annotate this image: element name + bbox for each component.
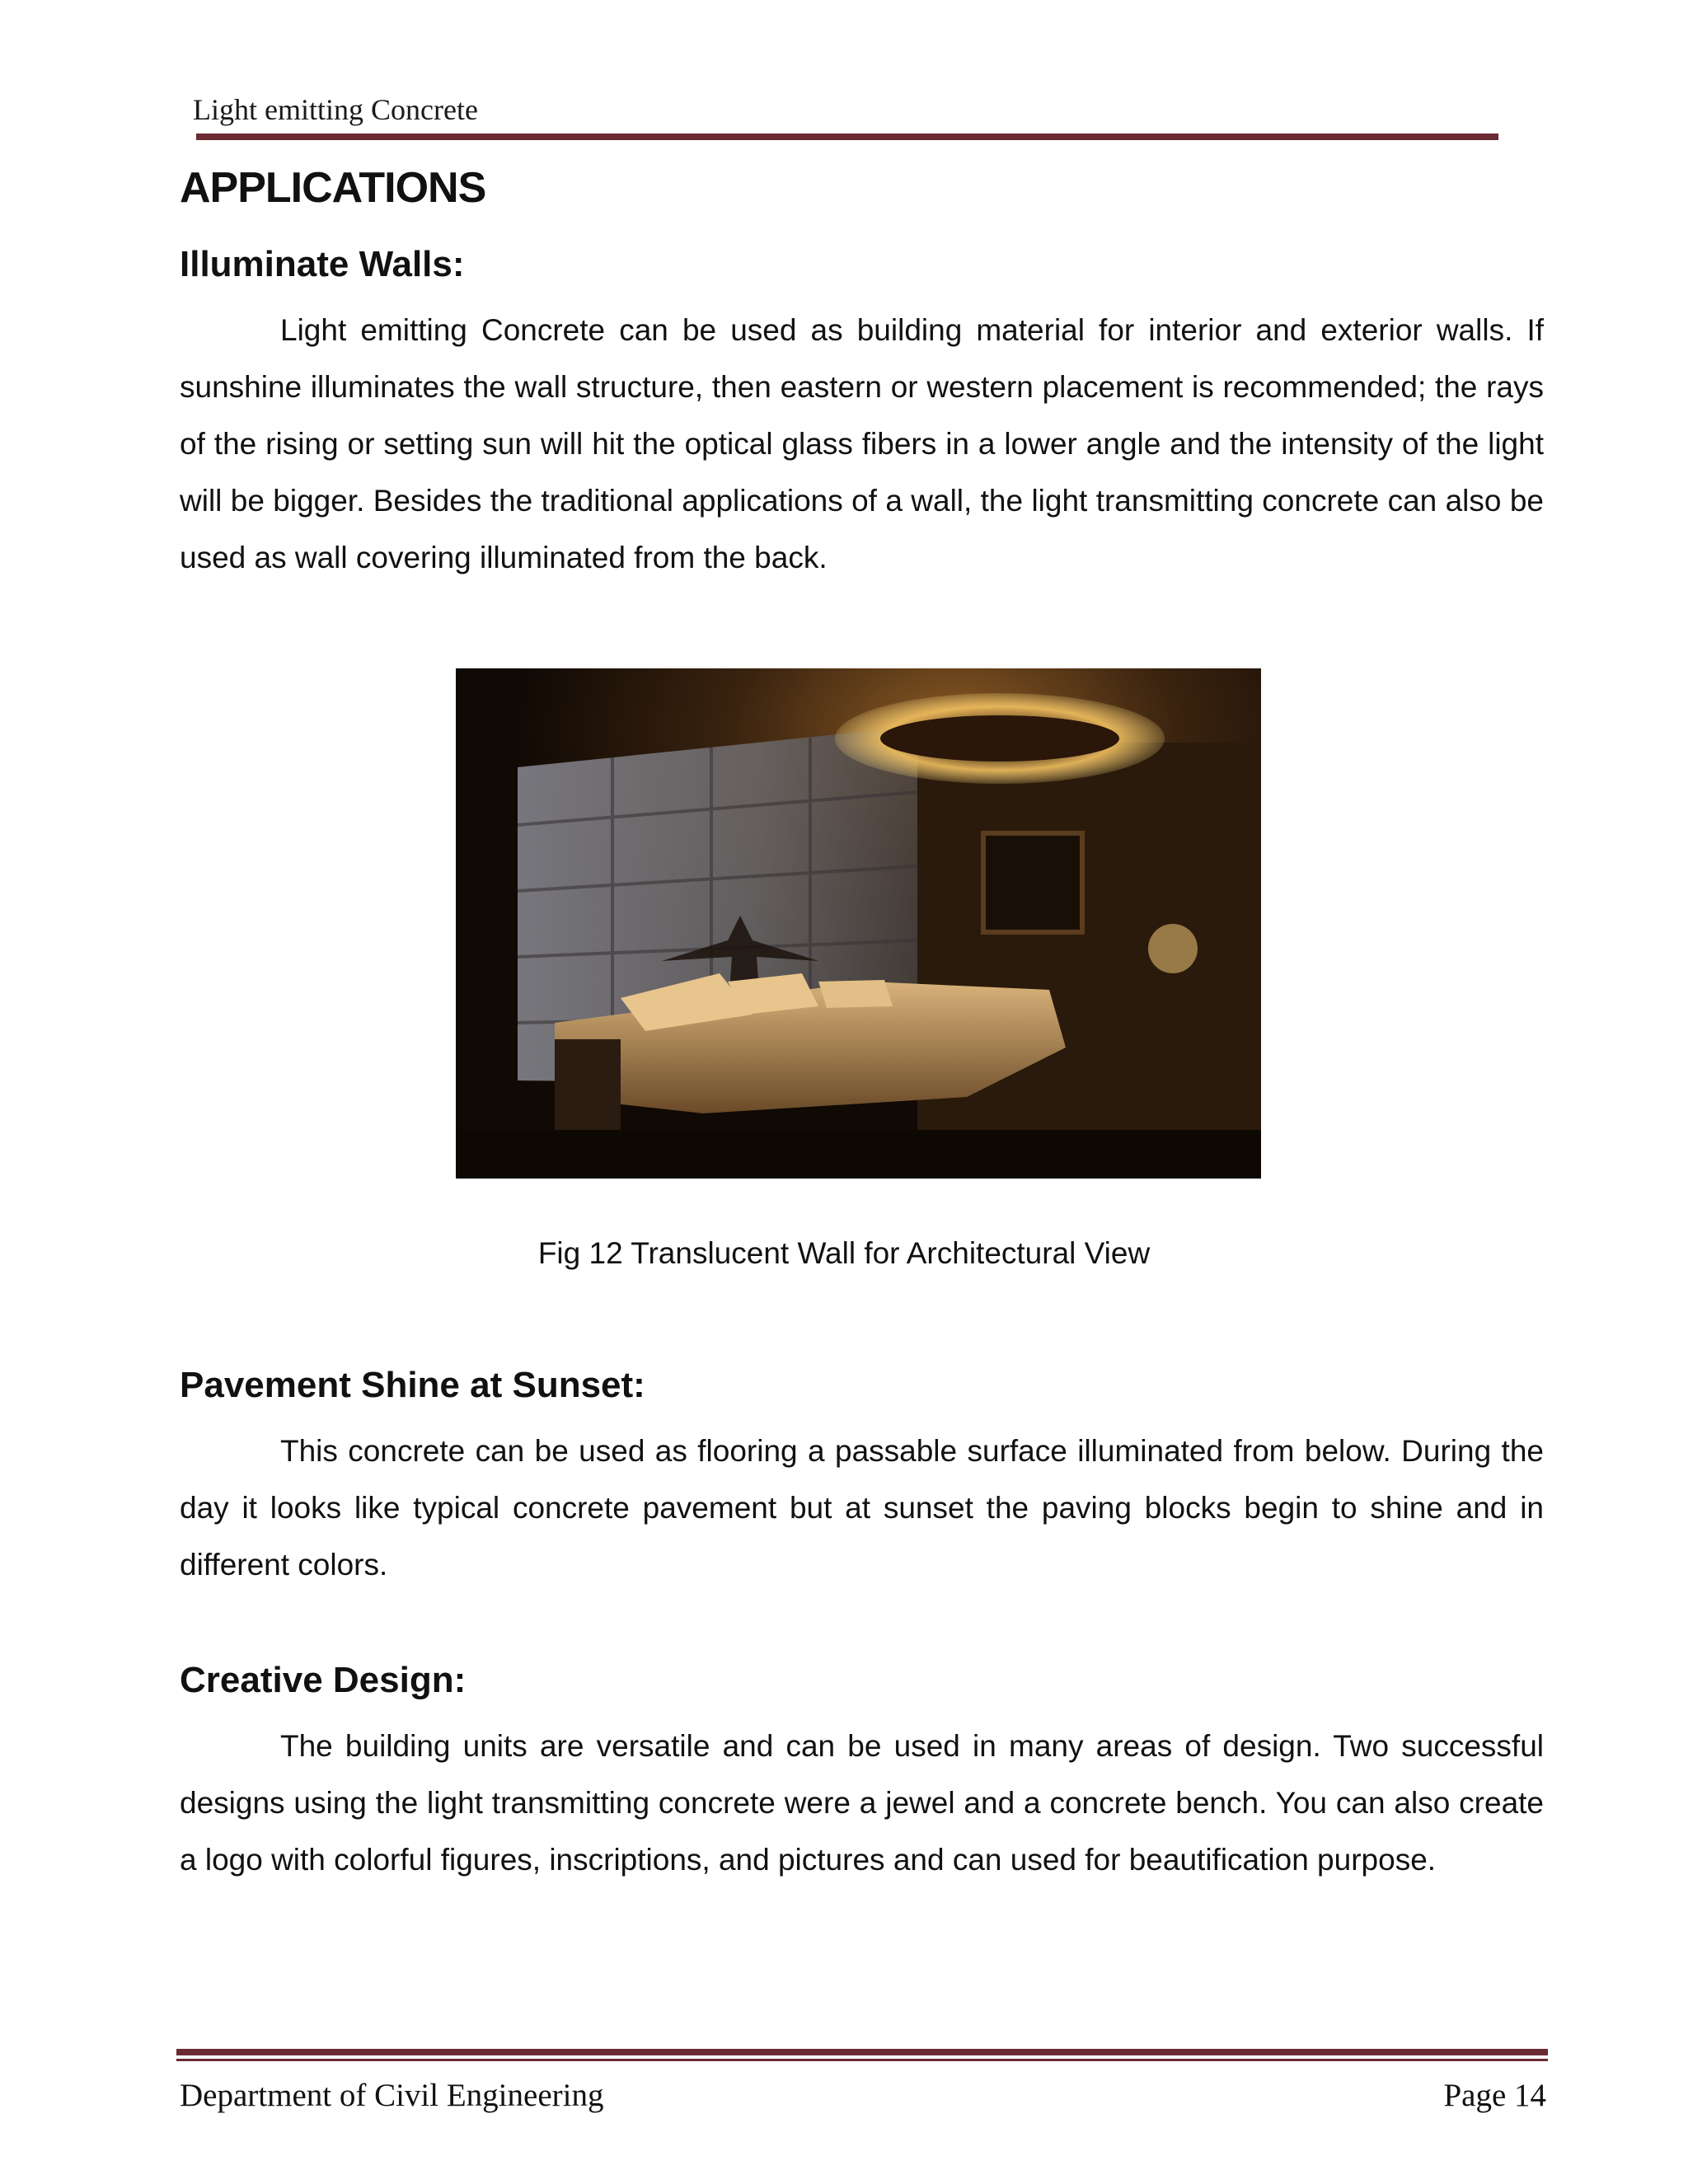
header-rule (196, 134, 1498, 140)
footer-rule-thin (176, 2059, 1548, 2061)
section-title: APPLICATIONS (180, 164, 486, 212)
paragraph-creative-design: The building units are versatile and can be used in many areas of design. Two successful designs using the light transmitting concrete were a jewel and a concrete bench. You can also create a logo with colorful figures, inscriptions, and pictures and can used for beautification purpose. (180, 1729, 1544, 1877)
footer-department: Department of Civil Engineering (180, 2078, 604, 2113)
paragraph-pavement-shine: This concrete can be used as flooring a passable surface illuminated from below. During the day it looks like typical concrete pavement but at sunset the paving blocks begin to shine and in different colors. (180, 1434, 1544, 1582)
figure-photo-translucent-wall (456, 668, 1261, 1179)
figure-caption: Fig 12 Translucent Wall for Architectural View (537, 1236, 1151, 1270)
running-header: Light emitting Concrete (193, 93, 478, 126)
heading-creative-design: Creative Design: (180, 1660, 467, 1700)
paragraph-illuminate-walls: Light emitting Concrete can be used as building material for interior and exterior walls. If sunshine illuminates the wall structure, then eastern or western placement is recommended; the rays of the rising or setting sun will hit the optical glass fibers in a lower angle and the intensity of the light will be bigger. Besides the traditional applications of a wall, the light transmitting concrete can also be used as wall covering illuminated from the back. (180, 313, 1544, 574)
footer-rule-thick (176, 2049, 1548, 2055)
heading-pavement-shine: Pavement Shine at Sunset: (180, 1365, 645, 1405)
heading-illuminate-walls: Illuminate Walls: (180, 244, 465, 284)
footer-page-number: Page 14 (1443, 2078, 1546, 2113)
